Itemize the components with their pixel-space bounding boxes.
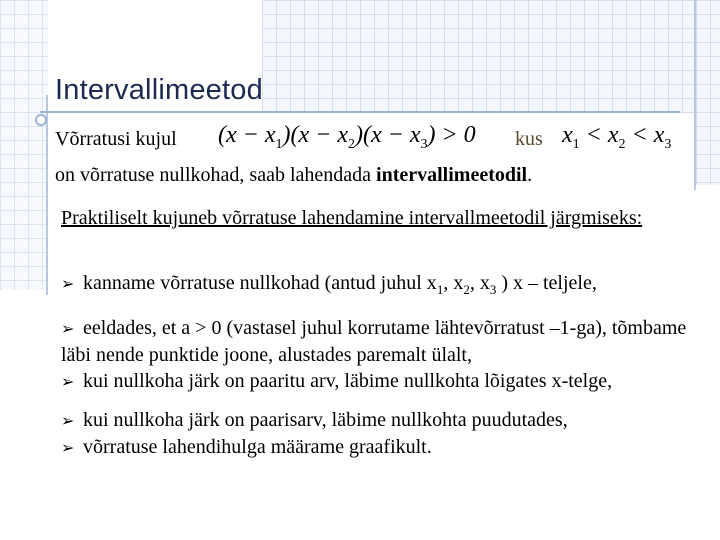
list-item: ➢ kui nullkoha järk on paarisarv, läbime nullkohta puudutades, [61, 407, 709, 434]
arrow-bullet-icon: ➢ [61, 274, 75, 293]
definition-text: Võrratusi kujul [55, 128, 177, 150]
arrow-bullet-icon: ➢ [61, 438, 75, 457]
roots-order-formula: $x_1 < x_2 < x_3$ [562, 122, 672, 152]
list-item: ➢ võrratuse lahendihulga määrame graafikult. [61, 434, 709, 461]
list-item: ➢ eeldades, et a > 0 (vastasel juhul korrutame lähtevõrratust –1-ga), tõmbame läbi nende punktide joone, alustades paremalt ülalt, [61, 317, 687, 366]
decorative-vertical-line-right [694, 0, 696, 190]
kus-word: kus [515, 128, 543, 150]
decorative-circle-icon [35, 114, 47, 126]
arrow-bullet-icon: ➢ [61, 319, 75, 338]
list-item: ➢ kanname võrratuse nullkohad (antud juhul $x_1$, $x_2$, $x_3$ ) x – teljele, [61, 272, 597, 297]
slide-title: Intervallimeetod [55, 74, 263, 106]
steps-list [61, 270, 709, 461]
arrow-bullet-icon: ➢ [61, 372, 75, 391]
decorative-title-underline [40, 111, 680, 113]
arrow-bullet-icon: ➢ [61, 411, 75, 430]
definition-continuation: on võrratuse nullkohad, saab lahendada intervallimeetodil. [55, 164, 533, 186]
inequality-formula: $(x - x_1)(x - x_2)(x - x_3) > 0$ [218, 122, 476, 152]
decorative-grid-left [0, 0, 48, 290]
intro-paragraph: Praktiliselt kujuneb võrratuse lahendamine intervallmeetodil järgmiseks: [61, 207, 643, 229]
method-name: intervallimeetodil [376, 164, 528, 186]
list-item: ➢ kui nullkoha järk on paaritu arv, läbime nullkohta lõigates x-telge, [61, 368, 709, 395]
